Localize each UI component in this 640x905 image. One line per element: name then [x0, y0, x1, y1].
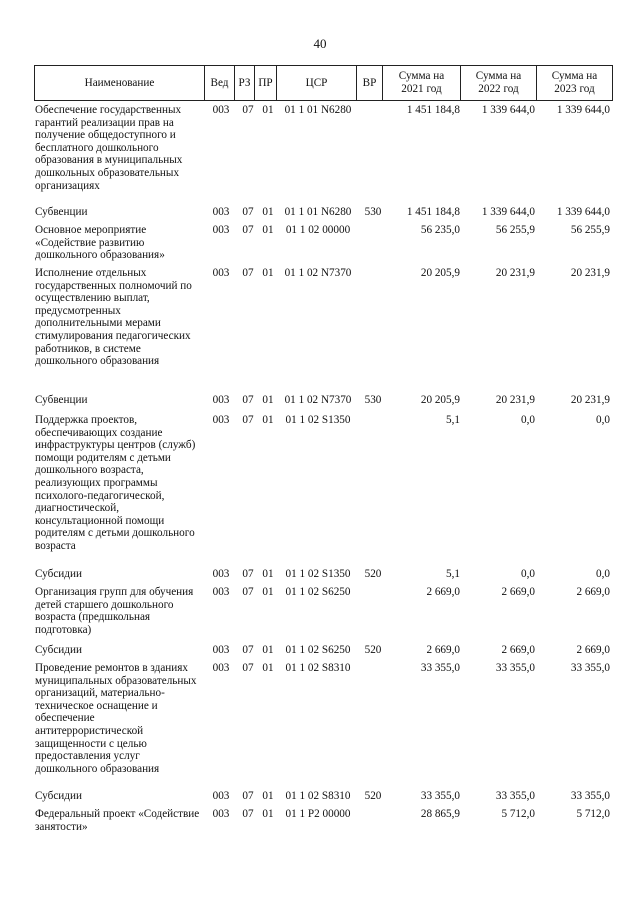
row-sum-2022: 20 231,9: [495, 394, 535, 406]
row-sum-2021: 20 205,9: [420, 267, 460, 279]
row-ved: 003: [212, 104, 230, 116]
row-sum-2021: 33 355,0: [420, 790, 460, 802]
row-pr: 01: [262, 790, 274, 802]
row-rz: 07: [242, 790, 254, 802]
row-rz: 07: [242, 224, 254, 236]
row-name: Субвенции: [35, 206, 88, 218]
row-sum-2022: 33 355,0: [495, 662, 535, 674]
row-sum-2023: 1 339 644,0: [556, 104, 610, 116]
row-name: Субсидии: [35, 790, 82, 802]
row-sum-2023: 2 669,0: [576, 586, 610, 598]
header-csr: ЦСР: [277, 66, 357, 101]
row-rz: 07: [242, 586, 254, 598]
row-sum-2023: 0,0: [596, 568, 610, 580]
header-vr: ВР: [357, 66, 383, 101]
row-rz: 07: [242, 394, 254, 406]
row-sum-2022: 20 231,9: [495, 267, 535, 279]
row-vr: 530: [364, 394, 382, 406]
row-pr: 01: [262, 808, 274, 820]
row-csr: 01 1 02 N7370: [284, 394, 352, 406]
row-sum-2022: 0,0: [521, 568, 535, 580]
row-sum-2022: 1 339 644,0: [481, 206, 535, 218]
row-sum-2022: 5 712,0: [501, 808, 535, 820]
header-pr: ПР: [255, 66, 277, 101]
row-csr: 01 1 01 N6280: [284, 104, 352, 116]
row-csr: 01 1 02 S6250: [285, 644, 351, 656]
row-sum-2022: 33 355,0: [495, 790, 535, 802]
row-sum-2021: 1 451 184,8: [406, 206, 460, 218]
row-pr: 01: [262, 586, 274, 598]
row-name: Исполнение отдельных государственных полномочий по осуществлению выплат, предусмотренных дополнительными мерами стимулирования педагогических работников, в системе дошкольного образования: [35, 267, 192, 368]
header-ved: Вед: [205, 66, 235, 101]
row-csr: 01 1 02 S8310: [285, 790, 351, 802]
row-vr: 520: [364, 568, 382, 580]
row-sum-2021: 56 235,0: [420, 224, 460, 236]
row-ved: 003: [212, 644, 230, 656]
row-sum-2023: 33 355,0: [570, 790, 610, 802]
row-ved: 003: [212, 224, 230, 236]
row-sum-2021: 20 205,9: [420, 394, 460, 406]
row-ved: 003: [212, 586, 230, 598]
row-name: Проведение ремонтов в зданиях муниципальных образовательных организаций, материально-техническое оснащение и обеспечение антитеррористической защищенности с целью предоставления услуг дошкольного образования: [35, 662, 197, 775]
row-pr: 01: [262, 394, 274, 406]
row-sum-2022: 0,0: [521, 414, 535, 426]
row-rz: 07: [242, 206, 254, 218]
row-rz: 07: [242, 808, 254, 820]
row-rz: 07: [242, 104, 254, 116]
page-number: 40: [313, 36, 327, 51]
row-sum-2023: 5 712,0: [576, 808, 610, 820]
row-csr: 01 1 02 N7370: [284, 267, 352, 279]
row-name: Субсидии: [35, 568, 82, 580]
row-csr: 01 1 02 S6250: [285, 586, 351, 598]
row-pr: 01: [262, 414, 274, 426]
row-name: Основное мероприятие «Содействие развитию дошкольного образования»: [35, 224, 165, 262]
row-csr: 01 1 02 S8310: [285, 662, 351, 674]
header-sum-2023: [537, 66, 613, 101]
row-name: Субвенции: [35, 394, 88, 406]
row-sum-2021: 1 451 184,8: [406, 104, 460, 116]
header-rz: РЗ: [235, 66, 255, 101]
row-ved: 003: [212, 206, 230, 218]
row-pr: 01: [262, 662, 274, 674]
row-csr: 01 1 02 S1350: [285, 414, 351, 426]
row-rz: 07: [242, 414, 254, 426]
row-name: Организация групп для обучения детей старшего дошкольного возраста (предшкольная подготовка): [35, 586, 194, 636]
row-sum-2023: 20 231,9: [570, 267, 610, 279]
header-sum-2021-line2: 2021 год: [401, 83, 442, 95]
row-pr: 01: [262, 568, 274, 580]
row-pr: 01: [262, 224, 274, 236]
row-ved: 003: [212, 267, 230, 279]
header-sum-2023-line2: 2023 год: [554, 83, 595, 95]
row-pr: 01: [262, 104, 274, 116]
row-csr: 01 1 02 00000: [285, 224, 351, 236]
row-name: Федеральный проект «Содействие занятости»: [35, 808, 200, 833]
row-rz: 07: [242, 568, 254, 580]
row-sum-2021: 28 865,9: [420, 808, 460, 820]
row-ved: 003: [212, 662, 230, 674]
row-pr: 01: [262, 206, 274, 218]
row-sum-2023: 2 669,0: [576, 644, 610, 656]
row-pr: 01: [262, 267, 274, 279]
row-ved: 003: [212, 568, 230, 580]
row-ved: 003: [212, 808, 230, 820]
row-sum-2023: 33 355,0: [570, 662, 610, 674]
row-sum-2022: 1 339 644,0: [481, 104, 535, 116]
row-sum-2023: 1 339 644,0: [556, 206, 610, 218]
row-vr: 520: [364, 644, 382, 656]
table-header: [34, 65, 613, 101]
header-sum-2022: [461, 66, 537, 101]
row-sum-2021: 5,1: [446, 414, 460, 426]
row-csr: 01 1 02 S1350: [285, 568, 351, 580]
row-rz: 07: [242, 662, 254, 674]
header-sum-2023-line1: Сумма на: [551, 70, 598, 82]
row-ved: 003: [212, 790, 230, 802]
row-sum-2021: 2 669,0: [426, 586, 460, 598]
header-sum-2022-line2: 2022 год: [478, 83, 519, 95]
row-ved: 003: [212, 414, 230, 426]
row-sum-2022: 2 669,0: [501, 586, 535, 598]
row-vr: 520: [364, 790, 382, 802]
row-csr: 01 1 P2 00000: [285, 808, 351, 820]
row-pr: 01: [262, 644, 274, 656]
row-name: Субсидии: [35, 644, 82, 656]
row-sum-2023: 20 231,9: [570, 394, 610, 406]
row-sum-2021: 2 669,0: [426, 644, 460, 656]
row-ved: 003: [212, 394, 230, 406]
row-sum-2022: 2 669,0: [501, 644, 535, 656]
row-sum-2023: 56 255,9: [570, 224, 610, 236]
header-sum-2022-line1: Сумма на: [475, 70, 522, 82]
row-sum-2021: 33 355,0: [420, 662, 460, 674]
row-csr: 01 1 01 N6280: [284, 206, 352, 218]
header-sum-2021-line1: Сумма на: [398, 70, 445, 82]
header-name: Наименование: [35, 66, 205, 101]
row-vr: 530: [364, 206, 382, 218]
row-rz: 07: [242, 644, 254, 656]
row-name: Поддержка проектов, обеспечивающих создание инфраструктуры центров (служб) помощи родителям с детьми дошкольного возраста, реализующих программы психолого-педагогической, диагностической, консультационной помощи родителям с детьми дошкольного возраста: [35, 414, 196, 552]
row-name: Обеспечение государственных гарантий реализации прав на получение общедоступного и бесплатного дошкольного образования в муниципальных дошкольных образовательных организациях: [35, 104, 183, 192]
row-rz: 07: [242, 267, 254, 279]
row-sum-2023: 0,0: [596, 414, 610, 426]
header-sum-2021: [383, 66, 461, 101]
row-sum-2021: 5,1: [446, 568, 460, 580]
row-sum-2022: 56 255,9: [495, 224, 535, 236]
